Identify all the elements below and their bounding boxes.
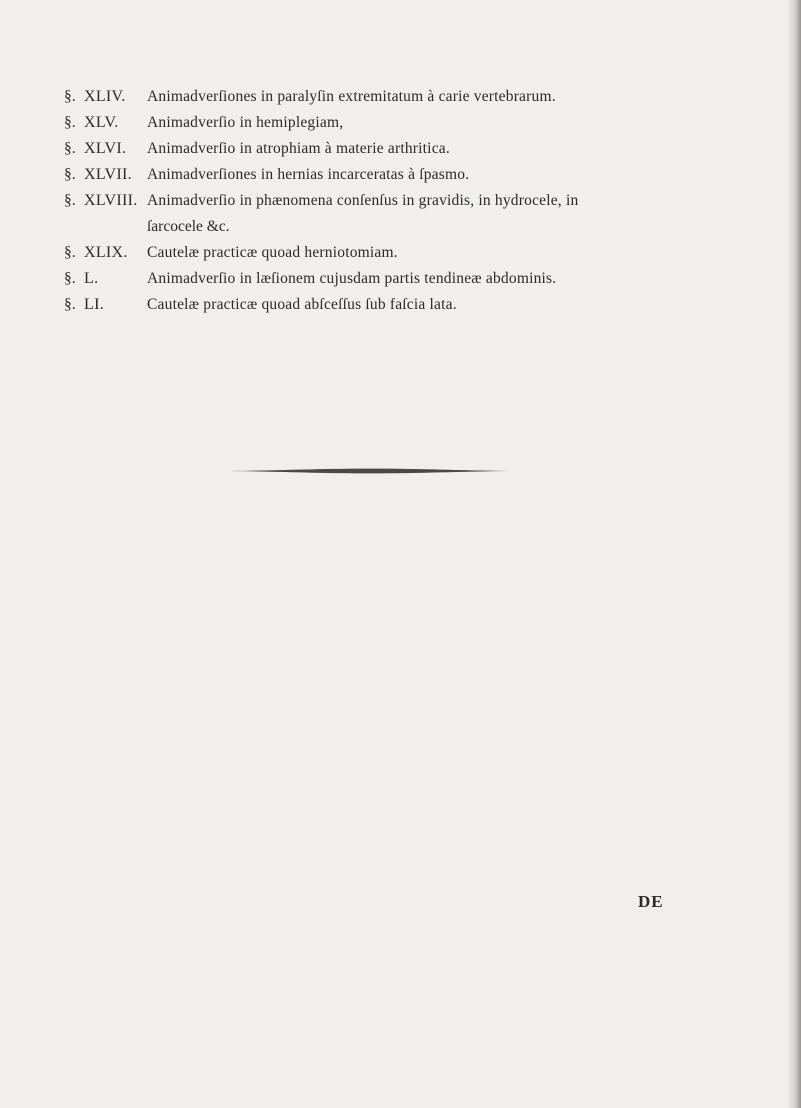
section-number: XLVII. — [84, 166, 132, 183]
section-sign: §. — [64, 88, 76, 105]
entry-text: Cautelæ practicæ quoad herniotomiam. — [147, 244, 398, 261]
entry-text: Animadverſio in atrophiam à materie arthritica. — [147, 140, 450, 157]
section-number: XLVI. — [84, 140, 127, 157]
table-of-contents — [64, 84, 794, 318]
toc-entry-46 — [64, 136, 794, 162]
section-sign: §. — [64, 296, 76, 313]
section-sign: §. — [64, 166, 76, 183]
section-sign: §. — [64, 244, 76, 261]
catchword: DE — [638, 892, 664, 911]
toc-entry-44 — [64, 84, 794, 110]
toc-entry-47 — [64, 162, 794, 188]
entry-text: Cautelæ practicæ quoad abſceſſus ſub faſcia lata. — [147, 296, 457, 313]
section-number: XLV. — [84, 114, 119, 131]
section-sign: §. — [64, 192, 76, 209]
entry-text: Animadverſiones in paralyſin extremitatum à carie vertebrarum. — [147, 88, 556, 105]
section-number: XLIV. — [84, 88, 126, 105]
toc-entry-48 — [64, 188, 794, 214]
toc-entry-49 — [64, 240, 794, 266]
toc-entry-45 — [64, 110, 794, 136]
toc-entry-51 — [64, 292, 794, 318]
toc-entry-50 — [64, 266, 794, 292]
entry-text: Animadverſio in læſionem cujusdam partis tendineæ abdominis. — [147, 270, 557, 287]
section-number: L. — [84, 270, 99, 287]
entry-continuation: ſarcocele &c. — [147, 218, 230, 235]
section-sign: §. — [64, 114, 76, 131]
decorative-rule — [230, 468, 510, 474]
toc-entry-48-continuation — [64, 214, 794, 240]
section-number: LI. — [84, 296, 105, 313]
section-number: XLIX. — [84, 244, 128, 261]
section-number: XLVIII. — [84, 192, 138, 209]
entry-text: Animadverſio in hemiplegiam, — [147, 114, 344, 131]
entry-text: Animadverſiones in hernias incarceratas à ſpasmo. — [147, 166, 470, 183]
section-sign: §. — [64, 140, 76, 157]
section-sign: §. — [64, 270, 76, 287]
entry-text: Animadverſio in phænomena conſenſus in gravidis, in hydrocele, in — [147, 192, 579, 209]
